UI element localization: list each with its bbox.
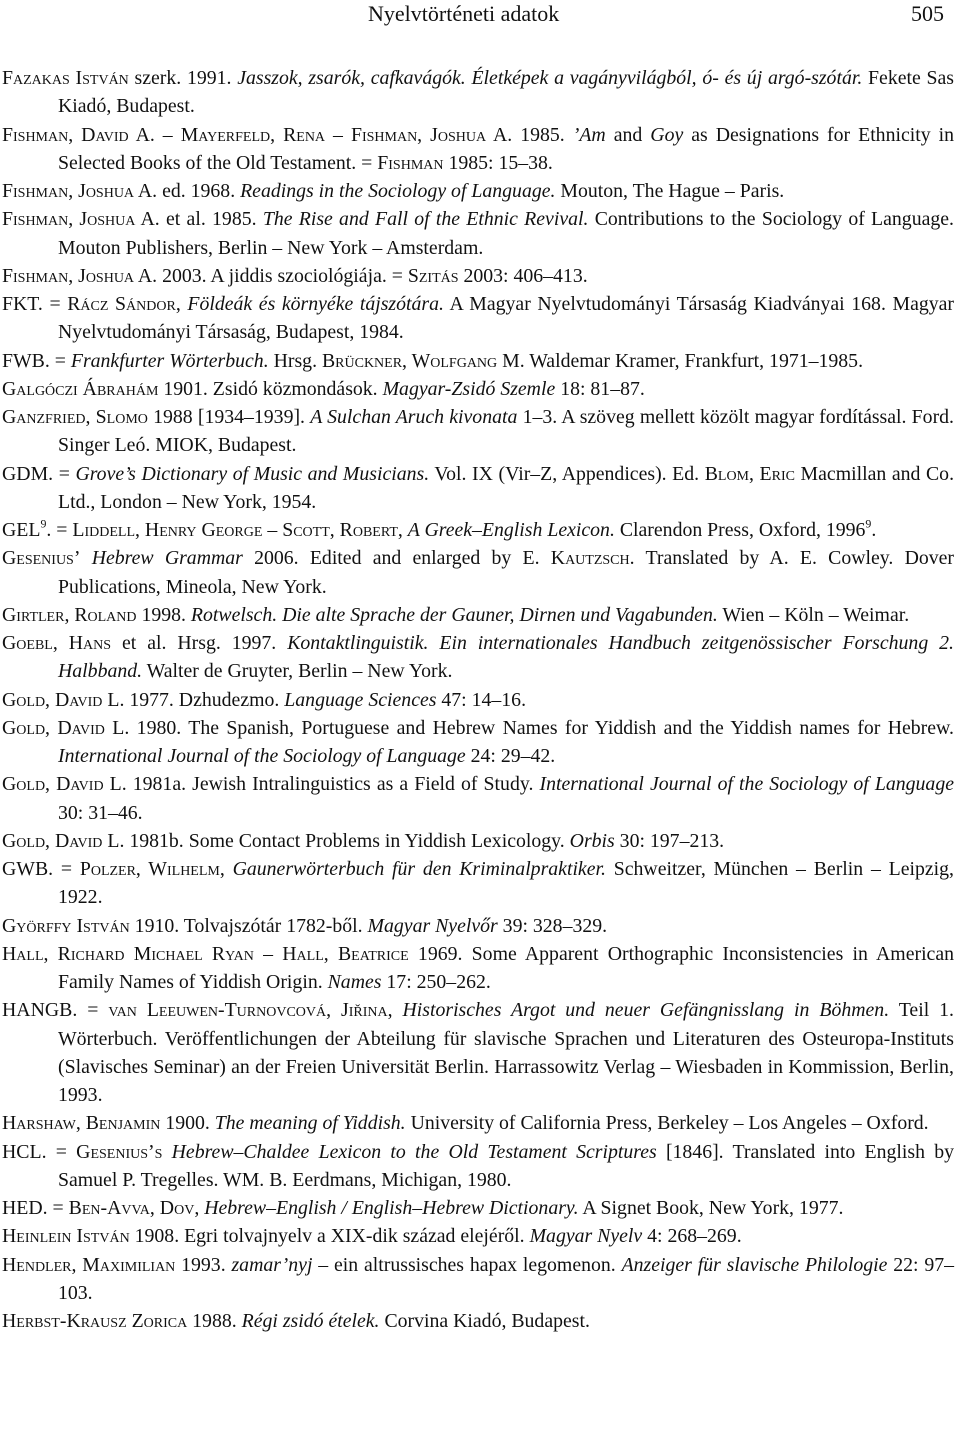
entry-text: 1969. Some Apparent Orthographic Inconsistencies in American Family Names of Yiddish Origin.: [58, 942, 955, 993]
entry-text: Vol. IX (Vir–Z, Appendices). Ed.: [429, 462, 705, 485]
bibliography-entry: [2, 714, 954, 771]
entry-text: HCL. =: [2, 1140, 77, 1163]
italic-title: Földeák és környéke tájszótára.: [187, 293, 444, 315]
italic-title: Language Sciences: [284, 688, 437, 711]
entry-text: 17: 250–262.: [381, 971, 491, 993]
bibliography-entry: [2, 544, 954, 601]
author-name: Harshaw, Benjamin: [2, 1112, 161, 1135]
italic-title: Hebrew–Chaldee Lexicon to the Old Testament Scriptures: [171, 1140, 657, 1163]
italic-title: Goy: [650, 123, 684, 146]
bibliography-entry: [2, 601, 954, 629]
author-name: Fishman, Joshua: [2, 264, 135, 287]
entry-text: Walter de Gruyter, Berlin – New York.: [142, 660, 453, 683]
bibliography-entry: [2, 1194, 954, 1222]
entry-text: L. 1981b. Some Contact Problems in Yiddish Lexicology.: [102, 829, 570, 852]
entry-text: 1–3. A szöveg mellett közölt magyar fordítással. Ford. Singer Leó. MIOK, Budapest.: [58, 406, 955, 457]
entry-text: 24: 29–42.: [465, 745, 556, 767]
entry-text: 2006. Edited and enlarged by E.: [242, 547, 551, 570]
bibliography-entry: [2, 1109, 954, 1137]
bibliography-entry: [2, 347, 954, 375]
running-header: [0, 0, 960, 32]
author-name: Polzer, Wilhelm: [79, 858, 220, 880]
entry-text: A. et al. 1985.: [135, 208, 263, 231]
entry-text: 4: 268–269.: [642, 1225, 742, 1248]
author-name: van Leeuwen-Turnovcová, Jiřina: [108, 999, 388, 1022]
entry-text: . Translated by A. E. Cowley. Dover Publications, Mineola, New York.: [58, 547, 955, 598]
entry-text: ,: [194, 1197, 205, 1219]
bibliography-entry: [2, 516, 954, 544]
entry-text: –: [262, 519, 283, 541]
author-name: Fishman, Joshua: [2, 180, 135, 202]
author-name: Hall, Beatrice: [282, 942, 409, 965]
italic-title: The Rise and Fall of the Ethnic Revival.: [262, 208, 589, 231]
entry-text: A. 1985.: [486, 123, 573, 146]
entry-text: 1901. Zsidó közmondások.: [158, 377, 383, 400]
bibliography-entry: [2, 912, 954, 940]
italic-title: Orbis: [569, 829, 615, 852]
author-name: Girtler, Roland: [2, 603, 137, 626]
italic-title: Historisches Argot und neuer Gefängnisslang in Böhmen.: [402, 999, 890, 1022]
entry-text: L. 1980. The Spanish, Portuguese and Hebrew Names for Yiddish and the Yiddish names for Hebrew.: [104, 716, 954, 739]
author-name: Liddell, Henry George: [72, 519, 263, 541]
entry-text: A Magyar Nyelvtudományi Társaság Kiadványai 168. Magyar Nyelvtudományi Társaság, Budapest, 1984.: [58, 293, 955, 344]
entry-text: ,: [219, 858, 233, 880]
author-name: Brückner, Wolfgang: [321, 349, 498, 372]
author-name: Gesenius’: [2, 547, 81, 570]
entry-text: and: [605, 123, 651, 146]
italic-title: Readings in the Sociology of Language.: [240, 180, 556, 202]
entry-text: ,: [175, 293, 188, 315]
entry-text: 30: 31–46.: [58, 801, 143, 824]
bibliography-entry: [2, 205, 954, 262]
author-name: Gesenius’s: [76, 1140, 163, 1163]
entry-text: szerk. 1991.: [128, 67, 238, 89]
author-name: Kautzsch: [550, 547, 630, 570]
author-name: Fishman: [377, 151, 444, 174]
entry-text: 1988.: [187, 1310, 242, 1332]
author-name: Ganzfried, Slomo: [2, 406, 148, 428]
bibliography-entry: [2, 262, 954, 290]
entry-text: 22: 97–103.: [58, 1253, 955, 1304]
author-name: Mayerfeld, Rena: [180, 123, 326, 146]
bibliography-entry: [2, 375, 954, 403]
entry-text: . =: [46, 519, 73, 541]
author-name: Galgóczi Ábrahám: [2, 377, 159, 400]
running-title: Nyelvtörténeti adatok: [368, 1, 560, 26]
entry-text: Mouton, The Hague – Paris.: [555, 180, 785, 202]
entry-text: A. 2003. A jiddis szociológiája. =: [134, 264, 408, 287]
entry-text: 1910. Tolvajszótár 1782-ből.: [129, 914, 368, 937]
author-name: Fishman, Joshua: [2, 208, 136, 231]
entry-text: Macmillan and Co. Ltd., London – New York, 1954.: [58, 462, 955, 513]
entry-text: – ein altrussisches hapax legomenon.: [312, 1253, 622, 1276]
bibliography-entry: [2, 770, 954, 827]
entry-text: GWB. =: [2, 858, 80, 880]
entry-text: Clarendon Press, Oxford, 1996: [614, 519, 866, 541]
author-name: Rácz Sándor: [67, 293, 176, 315]
author-name: Ben-Avva, Dov: [68, 1197, 195, 1219]
author-name: Goebl, Hans: [2, 632, 112, 654]
entry-text: as Designations for Ethnicity in Selected Books of the Old Testament. =: [58, 123, 955, 174]
author-name: Herbst-Krausz Zorica: [2, 1310, 188, 1332]
italic-title: Régi zsidó ételek.: [241, 1310, 380, 1332]
bibliography-entry: [2, 64, 954, 121]
author-name: Hall, Richard Michael Ryan: [2, 942, 254, 965]
entry-text: [1846]. Translated into English by Samuel P. Tregelles. WM. B. Eerdmans, Michigan, 1980.: [58, 1140, 955, 1191]
entry-text: 1988 [1934–1939].: [147, 406, 311, 428]
bibliography-entry: [2, 1251, 954, 1308]
bibliography-entry: [2, 460, 954, 517]
entry-text: HED. =: [2, 1197, 69, 1219]
entry-text: Hrsg.: [268, 349, 322, 372]
entry-text: –: [325, 123, 351, 146]
entry-text: 1900.: [160, 1112, 215, 1135]
entry-text: ,: [397, 519, 408, 541]
entry-text: ,: [387, 999, 403, 1022]
entry-text: GDM. =: [2, 462, 76, 485]
entry-text: HANGB. =: [2, 999, 109, 1022]
bibliography-list: [2, 64, 954, 1335]
entry-text: 2003: 406–413.: [458, 264, 588, 287]
bibliography-entry: [2, 996, 954, 1109]
italic-title: Magyar Nyelvőr: [367, 914, 498, 937]
bibliography-entry: [2, 1307, 954, 1335]
italic-title: Names: [327, 971, 382, 993]
author-name: Blom, Eric: [704, 462, 795, 485]
italic-title: Rotwelsch. Die alte Sprache der Gauner, Dirnen und Vagabunden.: [190, 603, 718, 626]
page-number: 505: [911, 1, 944, 26]
bibliography-entry: [2, 290, 954, 347]
italic-title: Frankfurter Wörterbuch.: [70, 349, 269, 372]
entry-text: M. Waldemar Kramer, Frankfurt, 1971–1985.: [497, 349, 864, 372]
entry-text: [80, 547, 91, 569]
author-name: Fishman, David: [2, 123, 129, 146]
italic-title: Kontaktlinguistik. Ein internationales Handbuch zeitgenössischer Forschung 2. Halbband.: [58, 632, 954, 683]
bibliography-entry: [2, 855, 954, 912]
entry-text: 18: 81–87.: [555, 377, 645, 400]
entry-text: University of California Press, Berkeley – Los Angeles – Oxford.: [405, 1112, 929, 1135]
entry-text: 47: 14–16.: [436, 688, 527, 711]
entry-text: 39: 328–329.: [497, 914, 608, 937]
entry-text: FKT. =: [2, 293, 68, 315]
italic-title: Gaunerwörterbuch für den Kriminalpraktiker.: [232, 858, 606, 880]
entry-text: 1998.: [136, 603, 191, 626]
italic-title: Hebrew–English / English–Hebrew Dictionary.: [204, 1197, 579, 1219]
author-name: Fazakas István: [2, 67, 129, 89]
entry-text: Teil 1. Wörterbuch. Veröffentlichungen der Abteilung für slavische Sprachen und Literaturen des Osteuropa-Instituts (Slavisches Seminar) an der Freien Universität Berlin. Harrassowitz Verlag – Wiesbaden in Kommission, Berlin, 1993.: [58, 999, 954, 1106]
entry-text: Corvina Kiadó, Budapest.: [379, 1310, 590, 1332]
author-name: Scott, Robert: [282, 519, 398, 541]
entry-text: –: [253, 942, 283, 965]
italic-title: zamar’nyj: [231, 1253, 313, 1276]
bibliography-entry: [2, 1138, 954, 1195]
entry-text: A. ed. 1968.: [134, 180, 241, 202]
italic-title: A Greek–English Lexicon.: [407, 519, 615, 541]
bibliography-entry: [2, 686, 954, 714]
author-name: Gold, David: [2, 829, 103, 852]
author-name: Gold, David: [2, 773, 104, 796]
bibliography-entry: [2, 121, 954, 178]
italic-title: The meaning of Yiddish.: [214, 1112, 406, 1135]
author-name: Györffy István: [2, 914, 130, 937]
author-name: Gold, David: [2, 688, 103, 711]
entry-text: 30: 197–213.: [614, 829, 725, 852]
entry-text: GEL: [2, 519, 41, 541]
edition-superscript: 9: [865, 516, 872, 531]
italic-title: Magyar Nyelv: [529, 1225, 643, 1248]
entry-text: 1985: 15–38.: [443, 151, 553, 174]
entry-text: Schweitzer, München – Berlin – Leipzig, 1922.: [58, 858, 954, 909]
entry-text: .: [871, 519, 877, 541]
entry-text: 1908. Egri tolvajnyelv a XIX-dik század elejéről.: [129, 1225, 530, 1248]
entry-text: Contributions to the Sociology of Language. Mouton Publishers, Berlin – New York – Amsterdam.: [58, 208, 954, 259]
author-name: Heinlein István: [2, 1225, 130, 1248]
italic-title: International Journal of the Sociology of Language: [539, 773, 954, 796]
entry-text: 1993.: [175, 1253, 232, 1276]
bibliography-entry: [2, 1222, 954, 1250]
italic-title: International Journal of the Sociology of Language: [58, 745, 466, 767]
italic-title: A Sulchan Aruch kivonata: [310, 406, 518, 428]
author-name: Szitás: [407, 264, 459, 287]
bibliography-entry: [2, 403, 954, 460]
italic-title: Jasszok, zsarók, cafkavágók. Életképek a vagányvilágból, ó- és új argó-szótár.: [237, 67, 863, 89]
author-name: Fishman, Joshua: [350, 123, 487, 146]
entry-text: [162, 1141, 171, 1163]
entry-text: et al. Hrsg. 1997.: [111, 632, 288, 654]
italic-title: Hebrew Grammar: [91, 547, 243, 570]
entry-text: A. –: [128, 123, 181, 146]
italic-title: Anzeiger für slavische Philologie: [621, 1253, 888, 1276]
italic-title: Magyar-Zsidó Szemle: [382, 377, 556, 400]
bibliography-entry: [2, 177, 954, 205]
italic-title: Grove’s Dictionary of Music and Musicians.: [75, 462, 430, 485]
entry-text: Wien – Köln – Weimar.: [717, 603, 910, 626]
bibliography-entry: [2, 629, 954, 686]
bibliography-entry: [2, 827, 954, 855]
edition-superscript: 9: [40, 516, 47, 531]
italic-title: ’Am: [572, 123, 606, 146]
bibliography-entry: [2, 940, 954, 997]
entry-text: FWB. =: [2, 349, 71, 372]
author-name: Gold, David: [2, 716, 105, 739]
entry-text: A Signet Book, New York, 1977.: [578, 1197, 844, 1219]
author-name: Hendler, Maximilian: [2, 1253, 176, 1276]
entry-text: L. 1981a. Jewish Intralinguistics as a Field of Study.: [103, 773, 540, 796]
entry-text: Fekete Sas Kiadó, Budapest.: [58, 67, 954, 118]
entry-text: L. 1977. Dzhudezmo.: [102, 688, 285, 711]
